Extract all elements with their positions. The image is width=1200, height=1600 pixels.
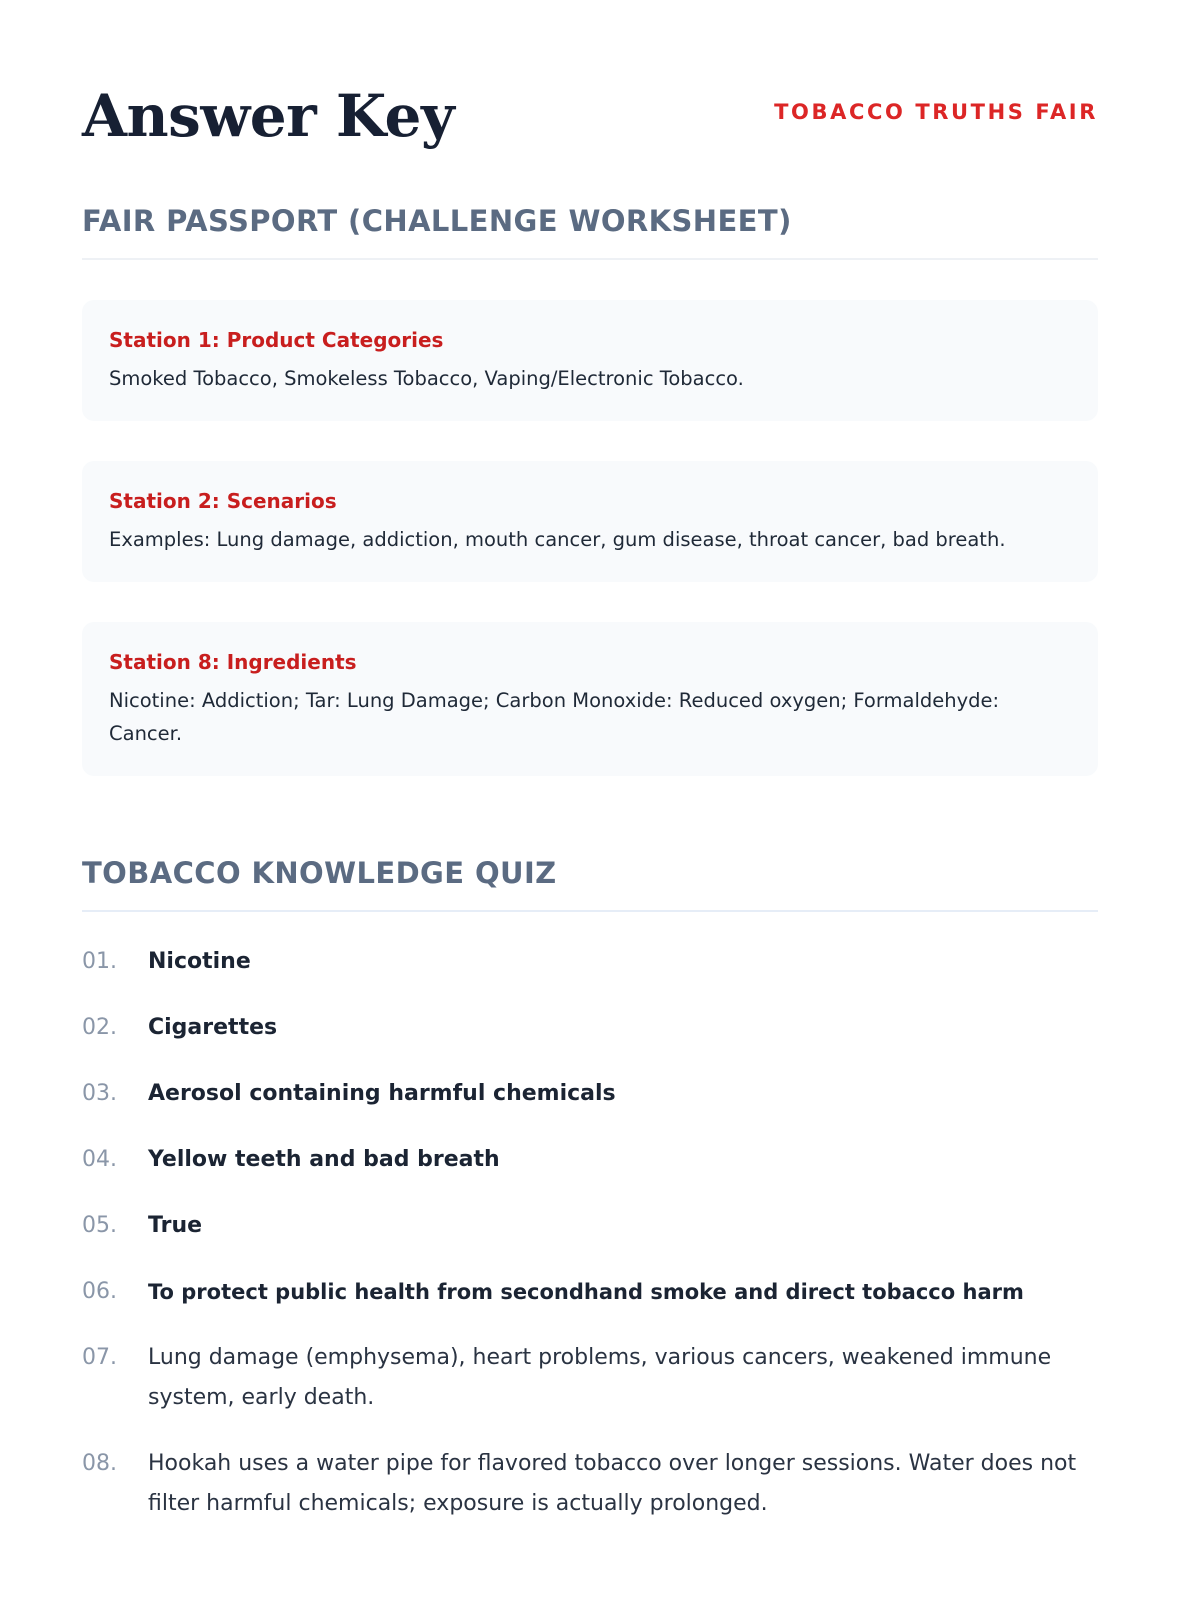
quiz-section-heading: TOBACCO KNOWLEDGE QUIZ: [82, 856, 1098, 912]
quiz-item: [82, 1074, 1098, 1114]
quiz-item: [82, 1272, 1098, 1312]
station-title: Station 8: Ingredients: [109, 650, 357, 674]
station-card-2: [82, 461, 1098, 582]
quiz-item: [82, 1338, 1098, 1418]
quiz-item-number: 01.: [82, 949, 117, 974]
quiz-answer-list: [82, 942, 1098, 1524]
page-header: [82, 0, 1098, 178]
station-card-8: [82, 622, 1098, 776]
quiz-item-answer: Aerosol containing harmful chemicals: [148, 1081, 616, 1106]
quiz-item-answer: Lung damage (emphysema), heart problems, various cancers, weakened immune system, early death.: [148, 1345, 1052, 1410]
quiz-item: [82, 1140, 1098, 1180]
station-list: [82, 300, 1098, 776]
quiz-item-number: 07.: [82, 1345, 117, 1370]
quiz-item-number: 06.: [82, 1279, 117, 1304]
station-card-1: [82, 300, 1098, 421]
passport-section-heading: FAIR PASSPORT (CHALLENGE WORKSHEET): [82, 204, 1098, 260]
quiz-item-answer: Hookah uses a water pipe for flavored tobacco over longer sessions. Water does not filter harmful chemicals; exposure is actually prolonged.: [148, 1451, 1077, 1516]
station-title: Station 2: Scenarios: [109, 489, 337, 513]
quiz-item-answer: Nicotine: [148, 949, 251, 974]
quiz-item-number: 05.: [82, 1213, 117, 1238]
quiz-item: [82, 942, 1098, 982]
quiz-item-number: 04.: [82, 1147, 117, 1172]
quiz-item-number: 03.: [82, 1081, 117, 1106]
quiz-item: [82, 1008, 1098, 1048]
quiz-item-answer: Yellow teeth and bad breath: [148, 1147, 500, 1172]
station-answer: Examples: Lung damage, addiction, mouth cancer, gum disease, throat cancer, bad breath.: [109, 528, 1006, 551]
station-answer: Smoked Tobacco, Smokeless Tobacco, Vaping/Electronic Tobacco.: [109, 367, 744, 390]
quiz-item: [82, 1444, 1098, 1524]
page-title: Answer Key: [82, 82, 455, 150]
fair-brand-label: TOBACCO TRUTHS FAIR: [774, 100, 1098, 124]
quiz-item-answer: True: [148, 1213, 203, 1238]
quiz-item-answer: To protect public health from secondhand smoke and direct tobacco harm: [148, 1280, 1024, 1304]
quiz-item-number: 08.: [82, 1451, 117, 1476]
quiz-item-number: 02.: [82, 1015, 117, 1040]
station-answer: Nicotine: Addiction; Tar: Lung Damage; Carbon Monoxide: Reduced oxygen; Formaldehyde: Cancer.: [109, 689, 1000, 745]
quiz-item: [82, 1206, 1098, 1246]
quiz-item-answer: Cigarettes: [148, 1015, 278, 1040]
station-title: Station 1: Product Categories: [109, 328, 444, 352]
